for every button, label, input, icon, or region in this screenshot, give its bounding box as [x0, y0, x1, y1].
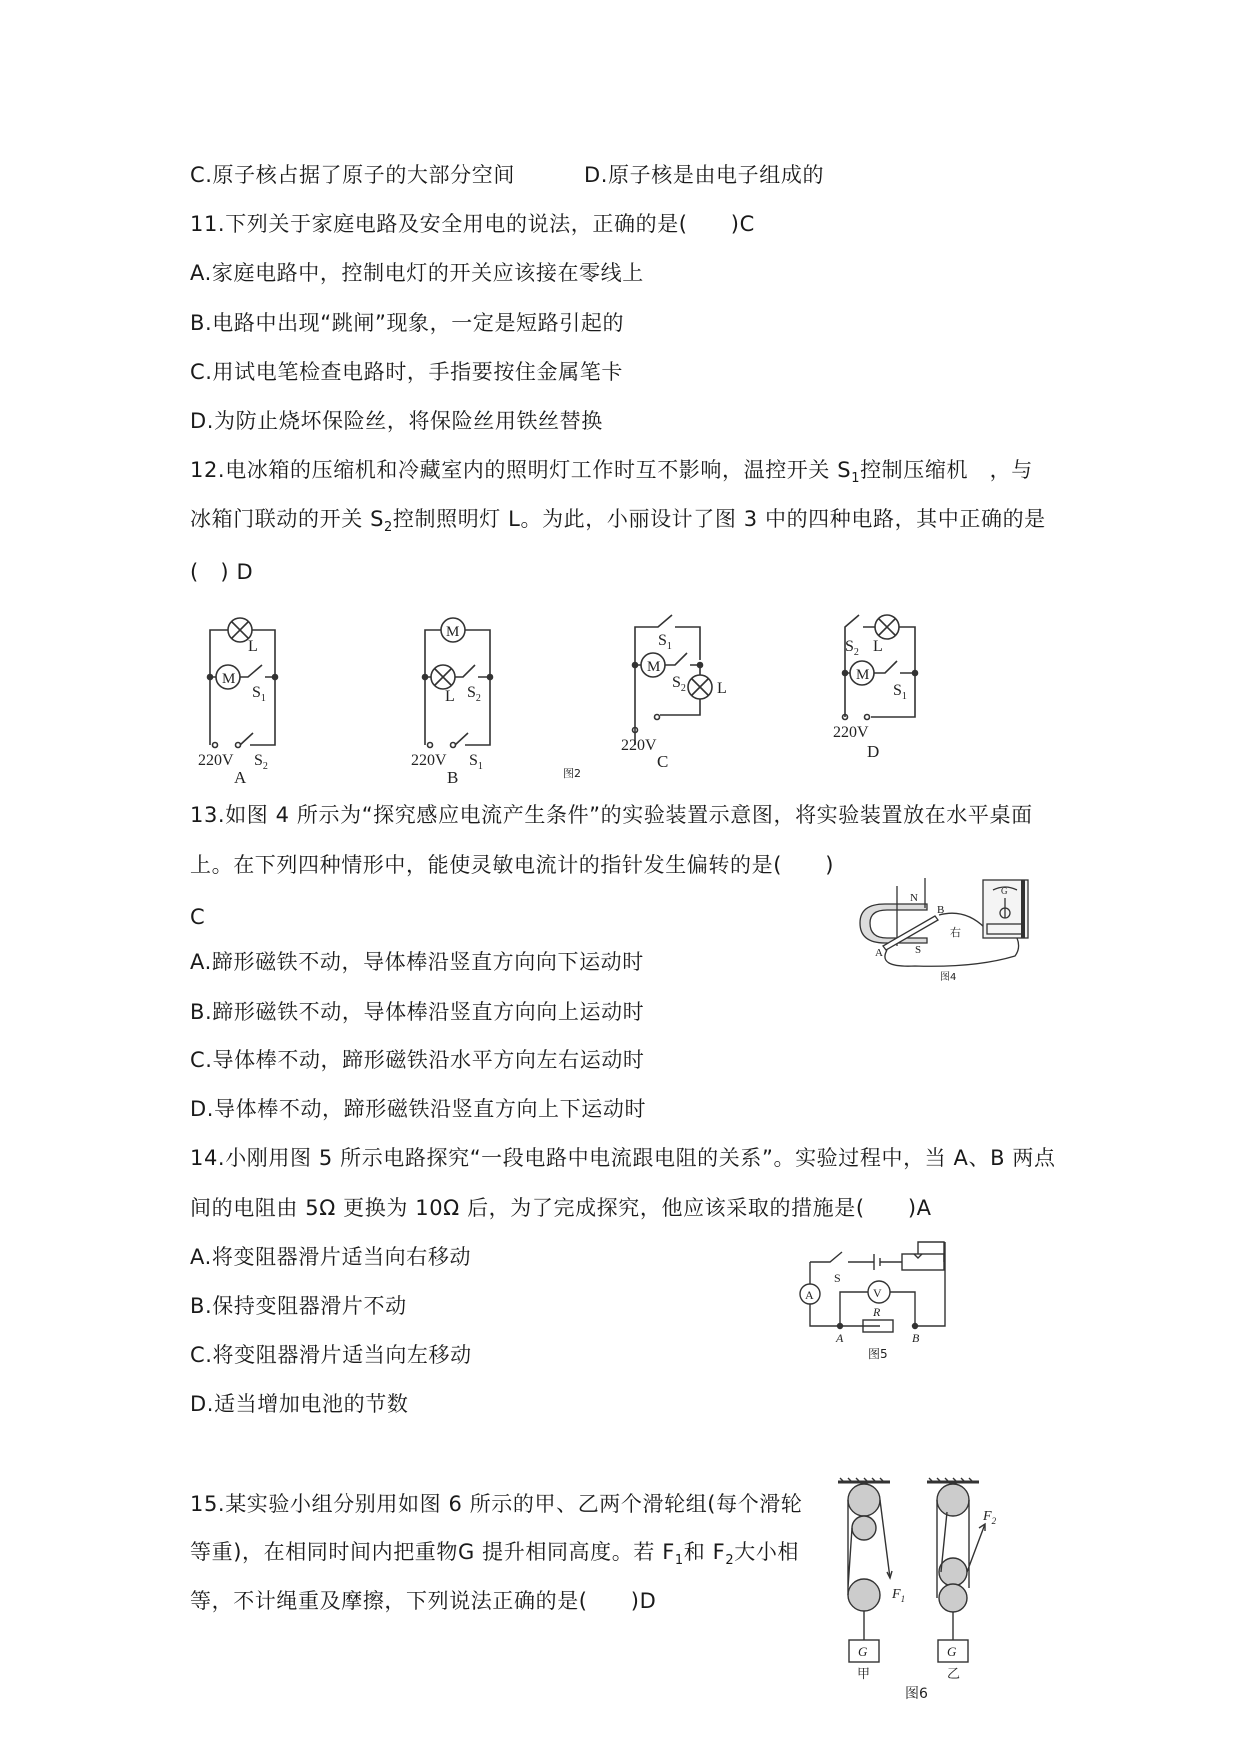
pulley-icon: [848, 1579, 880, 1611]
q14-stem-line1: 14.小刚用图 5 所示电路探究“一段电路中电流跟电阻的关系”。实验过程中，当 A、B 两点: [190, 1146, 1056, 1170]
panel-label-b: B: [447, 768, 459, 785]
circuit-a: [198, 618, 278, 785]
subscript: 2: [725, 1553, 735, 1568]
svg-text:L: L: [445, 688, 455, 705]
text: 控制压缩机 ，与: [860, 458, 1033, 482]
svg-text:220V: 220V: [411, 752, 447, 769]
svg-text:M: M: [856, 667, 870, 683]
panel-label-a: A: [234, 768, 247, 785]
svg-text:S1: $S_1$: [469, 752, 483, 772]
rheostat-icon: [902, 1254, 944, 1270]
q10-option-d: D.原子核是由电子组成的: [584, 163, 825, 187]
q12-stem-line1: [190, 456, 1033, 493]
text: 和 F: [683, 1540, 726, 1564]
q11-option-d: D.为防止烧坏保险丝，将保险丝用铁丝替换: [190, 409, 603, 433]
subscript: 1: [674, 1553, 684, 1568]
svg-text:S2: $S_2$: [467, 684, 481, 704]
figure-caption: 图5: [868, 1347, 888, 1361]
q13-stem-line1: 13.如图 4 所示为“探究感应电流产生条件”的实验装置示意图，将实验装置放在水平桌面: [190, 803, 1033, 827]
svg-text:F2: $F_2$: [983, 1509, 997, 1526]
q12-stem-line2: [190, 505, 1046, 542]
svg-text:M: M: [446, 624, 460, 640]
pulley-icon: [937, 1484, 969, 1516]
svg-text:220V: 220V: [621, 737, 657, 754]
q13-option-a: A.蹄形磁铁不动，导体棒沿竖直方向向下运动时: [190, 950, 644, 974]
svg-text:乙: 乙: [947, 1667, 961, 1682]
figure-caption: 图4: [940, 972, 957, 983]
text: 冰箱门联动的开关 S: [190, 507, 385, 531]
svg-text:220V: 220V: [833, 724, 869, 741]
pulley-icon: [939, 1558, 967, 1586]
q14-option-c: C.将变阻器滑片适当向左移动: [190, 1343, 472, 1367]
q14-option-b: B.保持变阻器滑片不动: [190, 1294, 407, 1318]
magnet-icon: [860, 904, 927, 943]
svg-text:右: 右: [950, 926, 961, 939]
pulley-system-yi: [927, 1478, 997, 1682]
circuit-b: [411, 618, 493, 785]
q13-stem-line2: 上。在下列四种情形中，能使灵敏电流计的指针发生偏转的是( ): [190, 853, 834, 877]
q14-option-d: D.适当增加电池的节数: [190, 1392, 409, 1416]
text: 控制照明灯 L。为此，小丽设计了图 3 中的四种电路，其中正确的是: [392, 507, 1046, 531]
svg-text:N: N: [910, 892, 918, 904]
svg-text:A: A: [875, 947, 883, 959]
svg-text:S1: $S_1$: [252, 684, 266, 704]
panel-label-d: D: [867, 742, 880, 761]
q15-stem-line2: [190, 1538, 799, 1575]
text: 等重)，在相同时间内把重物G 提升相同高度。若 F: [190, 1540, 675, 1564]
figure-6-pulley-systems: [830, 1468, 1010, 1718]
q13-answer: C: [190, 905, 206, 929]
svg-text:B: B: [912, 1331, 920, 1345]
q14-option-a: A.将变阻器滑片适当向右移动: [190, 1245, 472, 1269]
pulley-icon: [939, 1584, 967, 1612]
figure-caption: 图2: [563, 767, 581, 780]
q13-option-d: D.导体棒不动，蹄形磁铁沿竖直方向上下运动时: [190, 1097, 647, 1121]
svg-text:R: R: [873, 1305, 881, 1319]
q11-option-a: A.家庭电路中，控制电灯的开关应该接在零线上: [190, 261, 644, 285]
svg-text:B: B: [937, 904, 945, 916]
pulley-system-jia: [838, 1478, 905, 1682]
svg-text:L: L: [873, 638, 883, 655]
q14-stem-line2: 间的电阻由 5Ω 更换为 10Ω 后，为了完成探究，他应该采取的措施是( )A: [190, 1196, 932, 1220]
subscript: 2: [384, 520, 393, 535]
svg-text:S2: $S_2$: [845, 638, 859, 658]
figure-3-circuits: [190, 605, 980, 785]
text: 大小相: [734, 1540, 800, 1564]
subscript: 1: [851, 471, 861, 486]
svg-text:F1: $F_1$: [892, 1587, 906, 1604]
svg-text:A: A: [805, 1288, 814, 1302]
panel-label-c: C: [657, 752, 669, 771]
q15-stem-line1: 15.某实验小组分别用如图 6 所示的甲、乙两个滑轮组(每个滑轮: [190, 1492, 803, 1516]
q13-option-b: B.蹄形磁铁不动，导体棒沿竖直方向向上运动时: [190, 1000, 645, 1024]
pulley-icon: [852, 1516, 876, 1540]
svg-text:G: G: [1001, 886, 1008, 896]
svg-text:A: A: [836, 1331, 844, 1345]
svg-text:S2: $S_2$: [254, 752, 268, 772]
svg-text:S1: $S_1$: [893, 682, 907, 702]
figure-caption: 图6: [905, 1686, 928, 1702]
circuit-d: [833, 615, 918, 761]
label-voltage: 220V: [198, 752, 234, 769]
svg-text:G: G: [858, 1644, 868, 1659]
q11-option-c: C.用试电笔检查电路时，手指要按住金属笔卡: [190, 360, 623, 384]
svg-text:S: S: [834, 1271, 841, 1285]
q12-answer: ( ) D: [190, 560, 254, 584]
conductor-rod: [883, 916, 938, 950]
svg-text:甲: 甲: [857, 1667, 871, 1682]
svg-text:L: L: [717, 680, 727, 697]
figure-4-induction-setup: [855, 868, 1055, 986]
svg-text:G: G: [947, 1644, 957, 1659]
svg-text:V: V: [873, 1286, 882, 1300]
pulley-icon: [848, 1484, 880, 1516]
text: 12.电冰箱的压缩机和冷藏室内的照明灯工作时互不影响，温控开关 S: [190, 458, 852, 482]
label-l: L: [248, 638, 258, 655]
circuit-c: [621, 615, 727, 771]
svg-text:S1: $S_1$: [658, 632, 672, 652]
svg-text:S2: $S_2$: [672, 674, 686, 694]
q15-stem-line3: 等，不计绳重及摩擦，下列说法正确的是( )D: [190, 1589, 657, 1613]
svg-text:S: S: [915, 944, 922, 956]
q10-option-c: C.原子核占据了原子的大部分空间: [190, 163, 515, 187]
figure-5-circuit: [790, 1234, 960, 1369]
q11-stem: 11.下列关于家庭电路及安全用电的说法，正确的是( )C: [190, 212, 755, 236]
q11-option-b: B.电路中出现“跳闸”现象，一定是短路引起的: [190, 311, 625, 335]
svg-text:M: M: [647, 659, 661, 675]
q13-option-c: C.导体棒不动，蹄形磁铁沿水平方向左右运动时: [190, 1048, 645, 1072]
svg-text:M: M: [222, 671, 236, 687]
